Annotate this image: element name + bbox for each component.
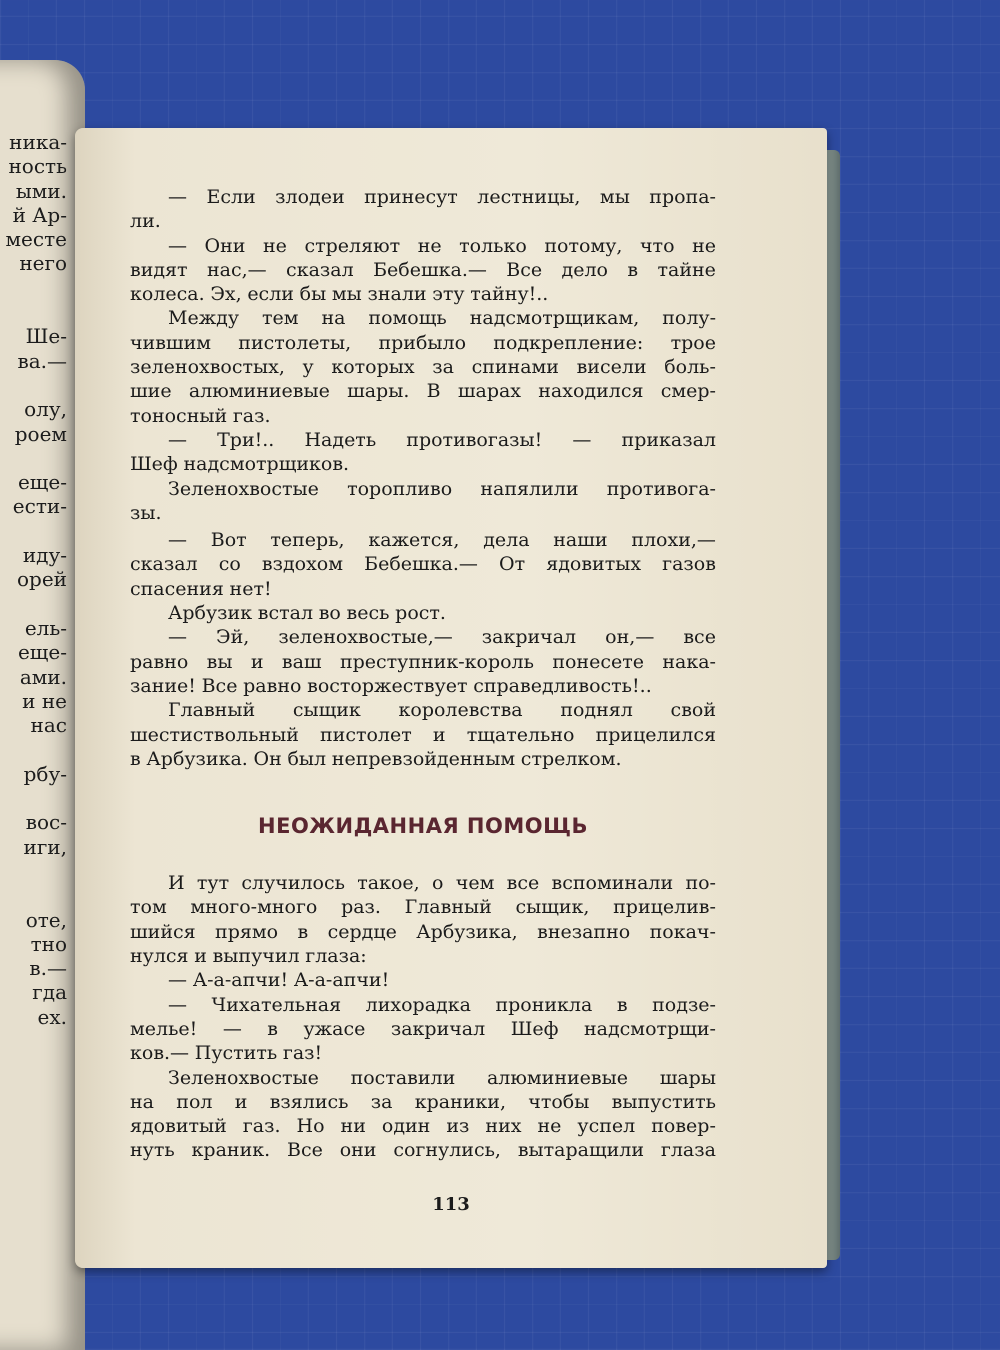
left-page-line: в.— [29,956,67,981]
text-line: ядовитый газ. Но ни один из них не успел повер- [130,1115,716,1138]
left-page-line: еще- [17,640,67,665]
left-page-line: орей [16,567,67,592]
left-page-line: иги, [23,834,67,859]
left-page-line: оте, [25,907,67,932]
left-page-line: роем [14,421,67,446]
text-line: мелье! — в ужасе закричал Шеф надсмотрщи- [130,1017,716,1040]
text-line: в Арбузика. Он был непревзойденным стрелком. [130,747,622,770]
text-line: шестиствольный пистолет и тщательно прицелился [130,723,716,746]
page-number: 113 [432,1194,470,1215]
text-section-1 [130,185,716,771]
left-page-line [6,446,68,470]
page-text [130,185,716,1163]
left-page-line: олу, [24,397,67,422]
text-line: — Три!.. Надеть противогазы! — приказал [168,428,716,451]
text-line: зание! Все равно восторжествует справедливость!.. [130,674,652,697]
text-line: — Эй, зеленохвостые,— закричал он,— все [168,626,716,649]
left-page-line: ность [8,154,67,179]
text-line: сказал со вздохом Бебешка.— От ядовитых газов [130,553,716,576]
text-line: шие алюминиевые шары. В шарах находился смер- [130,380,716,403]
left-page-line: него [19,251,67,276]
left-page-line [6,786,68,810]
left-page-line [6,519,68,543]
left-page-line: гда [32,980,67,1005]
left-page-text [6,130,68,1029]
chapter-heading: НЕОЖИДАННАЯ ПОМОЩЬ [258,814,588,839]
text-line: — Вот теперь, кажется, дела наши плохи,— [168,529,716,552]
text-line: том много-много раз. Главный сыщик, прицелив- [130,896,716,919]
left-page-line: рбу- [23,761,67,786]
left-page-line [6,276,68,300]
text-line: — Если злодеи принесут лестницы, мы пропа- [168,186,716,208]
left-page-line: еще- [17,470,67,495]
left-page-line: ыми. [15,178,67,203]
left-page-line [6,859,68,883]
text-line: И тут случилось такое, о чем все вспоминали по- [168,872,716,895]
left-page-line: вос- [25,810,67,835]
text-line: — Они не стреляют не только потому, что не [168,234,716,257]
text-line: чившим пистолеты, прибыло подкрепление: трое [130,331,716,354]
left-page-line: ель- [24,615,67,640]
text-section-2 [130,871,716,1163]
text-line: спасения нет! [130,577,272,600]
text-line: зеленохвостых, у которых за спинами висели боль- [130,356,716,379]
text-line: зы. [130,501,162,524]
left-page-line [6,300,68,324]
left-page-line: й Ар- [12,202,67,227]
left-page-line [6,373,68,397]
left-page-line: ами. [19,664,67,689]
right-page [75,128,827,1268]
left-page-line: ести- [12,494,67,519]
text-line: видят нас,— сказал Бебешка.— Все дело в тайне [130,258,716,281]
left-page-line: ника- [9,130,67,154]
left-page-line [6,737,68,761]
left-page-line: нас [30,713,67,738]
text-line: — Чихательная лихорадка проникла в подзе- [168,993,716,1016]
text-line: на пол и взялись за краники, чтобы выпустить [130,1090,716,1113]
text-line: шийся прямо в сердце Арбузика, внезапно покач- [130,920,716,943]
left-page-line: ва.— [17,348,67,373]
left-page-line: иду- [22,543,67,568]
left-page-line: и не [22,688,67,713]
text-line: Зеленохвостые поставили алюминиевые шары [168,1066,716,1089]
text-line: — А-а-апчи! А-а-апчи! [168,969,390,992]
text-line: равно вы и ваш преступник-король понесете нака- [130,650,716,673]
text-line: тоносный газ. [130,404,271,427]
text-line: Арбузик встал во весь рост. [168,602,446,625]
text-line: Шеф надсмотрщиков. [130,453,350,476]
text-line: нуть краник. Все они согнулись, вытаращили глаза [130,1139,716,1162]
left-page-line: тно [30,931,67,956]
left-page [0,60,85,1350]
left-page-line: месте [5,227,67,252]
left-page-line [6,592,68,616]
left-page-line: ех. [37,1004,67,1029]
text-line: Между тем на помощь надсмотрщикам, полу- [168,307,716,330]
text-line: ли. [130,210,161,233]
text-line: ков.— Пустить газ! [130,1042,323,1065]
left-page-line [6,883,68,907]
text-line: колеса. Эх, если бы мы знали эту тайну!.. [130,283,549,306]
text-line: Главный сыщик королевства поднял свой [168,699,716,722]
text-line: нулся и выпучил глаза: [130,945,367,968]
left-page-line: Ше- [25,324,67,349]
text-line: Зеленохвостые торопливо напялили противога- [168,477,716,500]
